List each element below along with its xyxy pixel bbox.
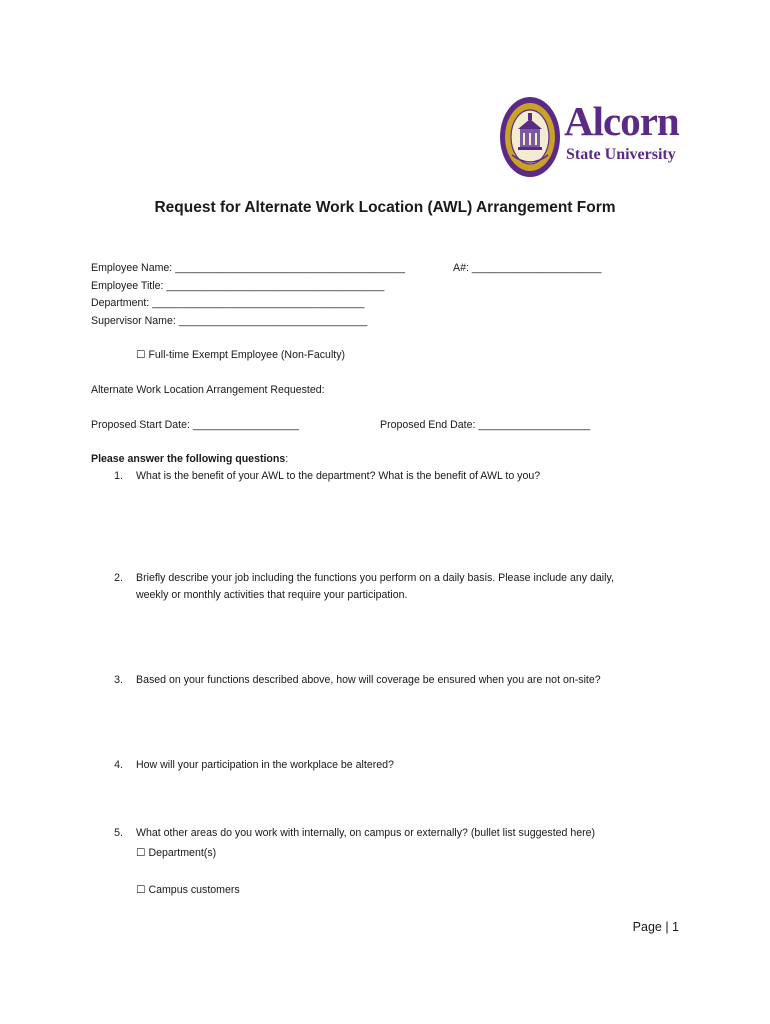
department-field[interactable]: Department: ____________________________________: [91, 297, 365, 309]
questions-header: [91, 450, 288, 468]
question-3-text: Based on your functions described above, how will coverage be ensured when you are not on-site?: [136, 674, 601, 686]
campus-customers-checkbox[interactable]: ☐ Campus customers: [136, 884, 240, 896]
question-2-text-line2: weekly or monthly activities that require your participation.: [136, 589, 408, 601]
question-2-number: 2.: [114, 572, 123, 584]
question-4-number: 4.: [114, 759, 123, 771]
supervisor-name-field[interactable]: Supervisor Name: ________________________________: [91, 315, 368, 327]
page-number: Page | 1: [632, 920, 679, 934]
employee-name-field[interactable]: Employee Name: _______________________________________: [91, 262, 405, 274]
form-title: Request for Alternate Work Location (AWL) Arrangement Form: [154, 199, 616, 216]
logo-wordmark: Alcorn: [564, 98, 679, 144]
employee-title-field[interactable]: Employee Title: _____________________________________: [91, 280, 385, 292]
university-seal-icon: [498, 95, 562, 179]
question-4-text: How will your participation in the workplace be altered?: [136, 759, 394, 771]
department-checkbox[interactable]: ☐ Department(s): [136, 847, 217, 859]
arrangement-label: Alternate Work Location Arrangement Requested:: [91, 384, 325, 396]
logo-subtitle: State University: [566, 146, 676, 163]
question-2-text-line1: Briefly describe your job including the functions you perform on a daily basis. Please include any daily,: [136, 572, 614, 584]
university-logo: [498, 95, 683, 185]
question-1-text: What is the benefit of your AWL to the department? What is the benefit of AWL to you?: [136, 470, 541, 482]
question-5-text: What other areas do you work with internally, on campus or externally? (bullet list suggested here): [136, 827, 596, 839]
question-5-number: 5.: [114, 827, 123, 839]
a-number-field[interactable]: A#: ______________________: [453, 262, 602, 274]
question-3-number: 3.: [114, 674, 123, 686]
question-1-number: 1.: [114, 470, 123, 482]
end-date-field[interactable]: Proposed End Date: ___________________: [380, 419, 591, 431]
fulltime-exempt-checkbox[interactable]: ☐ Full-time Exempt Employee (Non-Faculty): [136, 349, 346, 361]
questions-header-text: Please answer the following questions: [91, 453, 286, 465]
questions-header-colon: :: [285, 453, 289, 465]
start-date-field[interactable]: Proposed Start Date: __________________: [91, 419, 299, 431]
